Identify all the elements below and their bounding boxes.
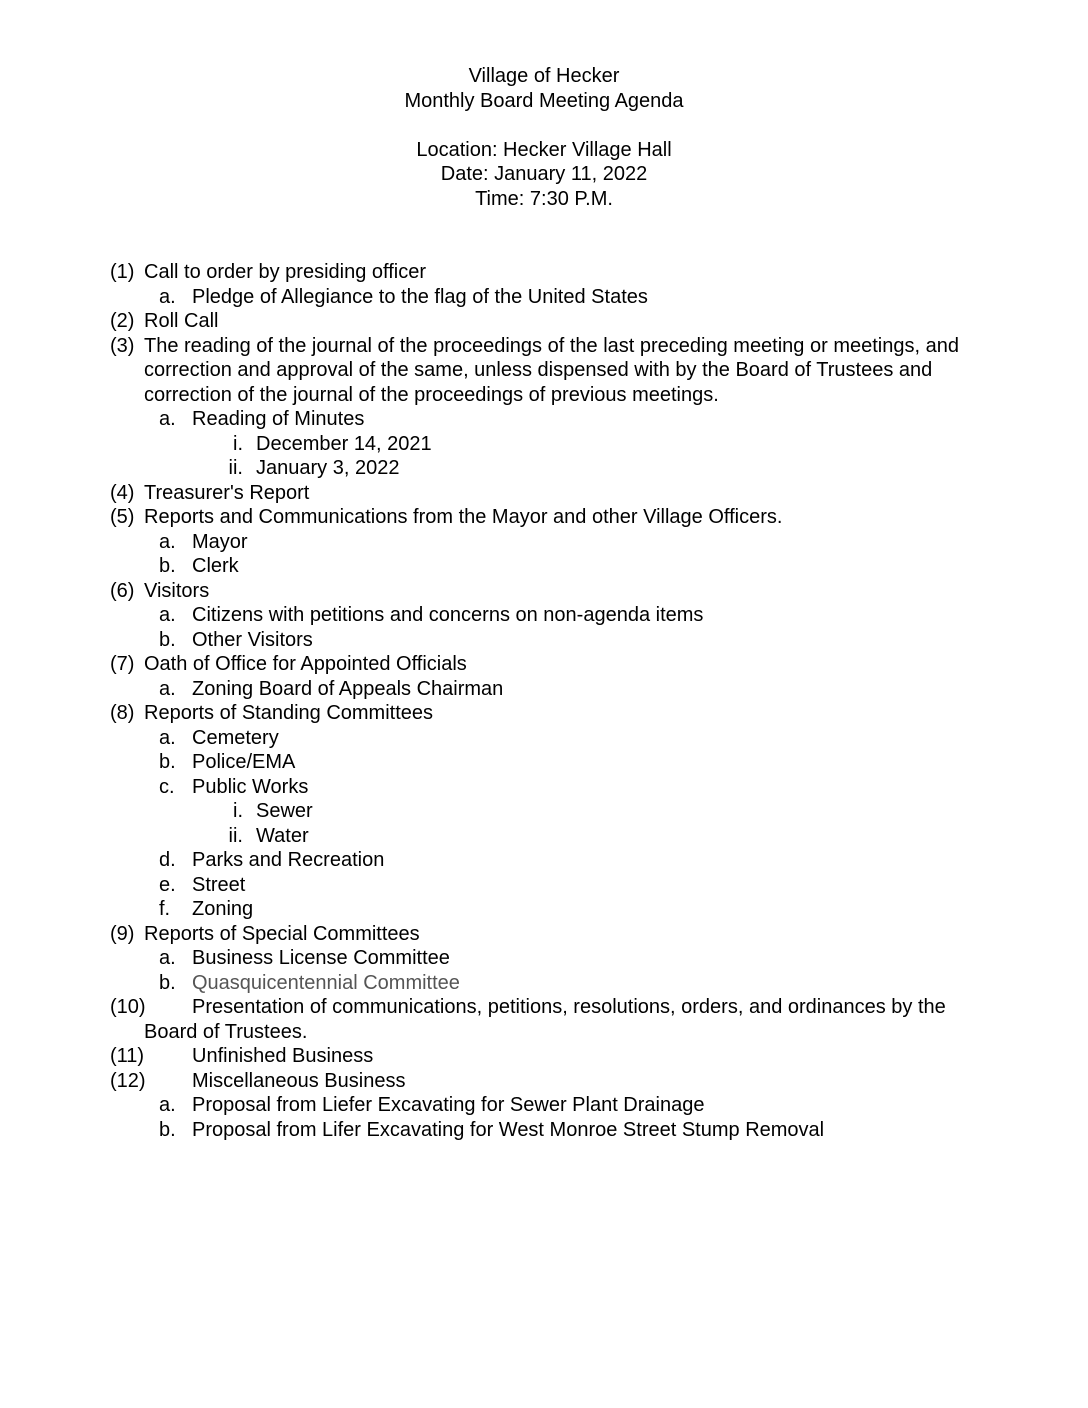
agenda-subitem: [0, 1118, 1088, 1143]
agenda-subitem: [0, 873, 1088, 898]
subitem-text: Reading of Minutes: [192, 408, 365, 430]
subsubitem-text: December 14, 2021: [256, 432, 432, 455]
agenda-item: [0, 1044, 1088, 1069]
subitem-letter: e.: [159, 873, 176, 896]
item-number: (10): [110, 996, 146, 1018]
agenda-item: [0, 922, 1088, 947]
subsubitem-numeral: i.: [233, 432, 243, 455]
agenda-subitem: [0, 1093, 1088, 1118]
subsubitem-text: Sewer: [256, 800, 313, 822]
subitem-letter: b.: [159, 1118, 176, 1141]
subitem-text: Mayor: [192, 530, 248, 553]
agenda-item: [0, 481, 1088, 506]
item-number: (12): [110, 1069, 146, 1092]
agenda-subitem: [0, 726, 1088, 751]
agenda-subsubitem: [0, 824, 1088, 849]
subitem-text: Pledge of Allegiance to the flag of the United States: [192, 285, 648, 308]
item-number: (4): [110, 481, 135, 504]
subitem-text: Parks and Recreation: [192, 849, 385, 871]
agenda-subitem: [0, 554, 1088, 579]
agenda-subitem: [0, 971, 1088, 996]
subitem-text: Police/EMA: [192, 751, 296, 773]
subitem-text: Business License Committee: [192, 947, 450, 969]
item-text: Oath of Office for Appointed Officials: [144, 653, 467, 675]
subitem-text: Zoning Board of Appeals Chairman: [192, 677, 504, 700]
subsubitem-numeral: ii.: [228, 824, 243, 847]
agenda-item: [0, 334, 1088, 359]
agenda-item: [0, 652, 1088, 677]
subsubitem-text: January 3, 2022: [256, 457, 400, 479]
agenda-item: [0, 701, 1088, 726]
subitem-letter: c.: [159, 775, 175, 798]
item-number: (11): [110, 1045, 145, 1067]
agenda-list: [0, 260, 1088, 1142]
subsubitem-numeral: i.: [233, 800, 243, 822]
subitem-text: Cemetery: [192, 726, 279, 749]
meeting-location: Location: Hecker Village Hall: [416, 138, 672, 161]
agenda-item: [0, 260, 1088, 285]
subitem-letter: b.: [159, 971, 176, 994]
item-number: (3): [110, 334, 135, 357]
agenda-subitem: [0, 677, 1088, 702]
subsubitem-text: Water: [256, 824, 309, 847]
agenda-subitem: [0, 530, 1088, 555]
subitem-text: Quasquicentennial Committee: [192, 971, 460, 994]
agenda-item: [0, 1069, 1088, 1094]
subitem-text: Zoning: [192, 898, 254, 920]
item-text: Roll Call: [144, 310, 219, 332]
agenda-item: [0, 579, 1088, 604]
subitem-letter: a.: [159, 947, 176, 969]
agenda-item-continuation: [0, 1020, 1088, 1045]
item-text-line: Presentation of communications, petitions, resolutions, orders, and ordinances by the: [192, 996, 946, 1018]
subitem-letter: a.: [159, 530, 176, 553]
agenda-subsubitem: [0, 799, 1088, 824]
subsubitem-numeral: ii.: [228, 457, 243, 479]
subitem-letter: a.: [159, 677, 176, 700]
subitem-text: Clerk: [192, 555, 239, 577]
item-number: (9): [110, 922, 135, 945]
item-text: Call to order by presiding officer: [144, 261, 426, 283]
item-text-line: Board of Trustees.: [144, 1020, 308, 1043]
village-name: Village of Hecker: [468, 65, 620, 87]
item-text: Reports of Special Committees: [144, 922, 420, 945]
item-number: (6): [110, 579, 135, 602]
item-number: (1): [110, 261, 135, 283]
agenda-item: [0, 995, 1088, 1020]
subitem-letter: a.: [159, 726, 176, 749]
subitem-text: Street: [192, 873, 246, 896]
agenda-item-continuation: [0, 358, 1088, 383]
subitem-letter: f.: [159, 898, 171, 920]
item-text-line: correction of the journal of the proceedings of previous meetings.: [144, 383, 719, 406]
subitem-text: Public Works: [192, 775, 309, 798]
item-text-line: The reading of the journal of the proceedings of the last preceding meeting or meetings, and: [144, 334, 959, 357]
subitem-letter: d.: [159, 849, 176, 871]
item-text: Miscellaneous Business: [192, 1069, 406, 1092]
item-text-line: correction and approval of the same, unless dispensed with by the Board of Trustees and: [144, 359, 933, 381]
agenda-subitem: [0, 407, 1088, 432]
agenda-subsubitem: [0, 456, 1088, 481]
subitem-letter: b.: [159, 751, 176, 773]
item-text: Visitors: [144, 579, 210, 602]
agenda-header: [0, 64, 1088, 211]
subitem-letter: a.: [159, 285, 176, 308]
item-number: (5): [110, 506, 135, 528]
meeting-date: Date: January 11, 2022: [440, 163, 648, 185]
agenda-subitem: [0, 750, 1088, 775]
subitem-letter: a.: [159, 604, 176, 626]
item-text: Unfinished Business: [192, 1045, 374, 1067]
agenda-item: [0, 505, 1088, 530]
agenda-subitem: [0, 285, 1088, 310]
subitem-text: Citizens with petitions and concerns on non-agenda items: [192, 604, 704, 626]
subitem-text: Proposal from Liefer Excavating for Sewer Plant Drainage: [192, 1094, 705, 1116]
subitem-letter: b.: [159, 555, 176, 577]
item-number: (2): [110, 310, 135, 332]
agenda-subitem: [0, 848, 1088, 873]
item-text: Reports and Communications from the Mayor and other Village Officers.: [144, 506, 783, 528]
agenda-item-continuation: [0, 383, 1088, 408]
item-number: (8): [110, 702, 135, 724]
agenda-subsubitem: [0, 432, 1088, 457]
agenda-subitem: [0, 775, 1088, 800]
agenda-subitem: [0, 628, 1088, 653]
item-text: Reports of Standing Committees: [144, 702, 434, 724]
agenda-subitem: [0, 603, 1088, 628]
meeting-time: Time: 7:30 P.M.: [475, 187, 613, 210]
subitem-text: Proposal from Lifer Excavating for West Monroe Street Stump Removal: [192, 1118, 825, 1141]
agenda-subitem: [0, 946, 1088, 971]
agenda-item: [0, 309, 1088, 334]
subitem-letter: a.: [159, 408, 176, 430]
item-text: Treasurer's Report: [144, 481, 310, 504]
agenda-title: Monthly Board Meeting Agenda: [404, 89, 684, 112]
item-number: (7): [110, 653, 135, 675]
subitem-letter: b.: [159, 628, 176, 651]
subitem-letter: a.: [159, 1094, 176, 1116]
agenda-subitem: [0, 897, 1088, 922]
subitem-text: Other Visitors: [192, 628, 313, 651]
